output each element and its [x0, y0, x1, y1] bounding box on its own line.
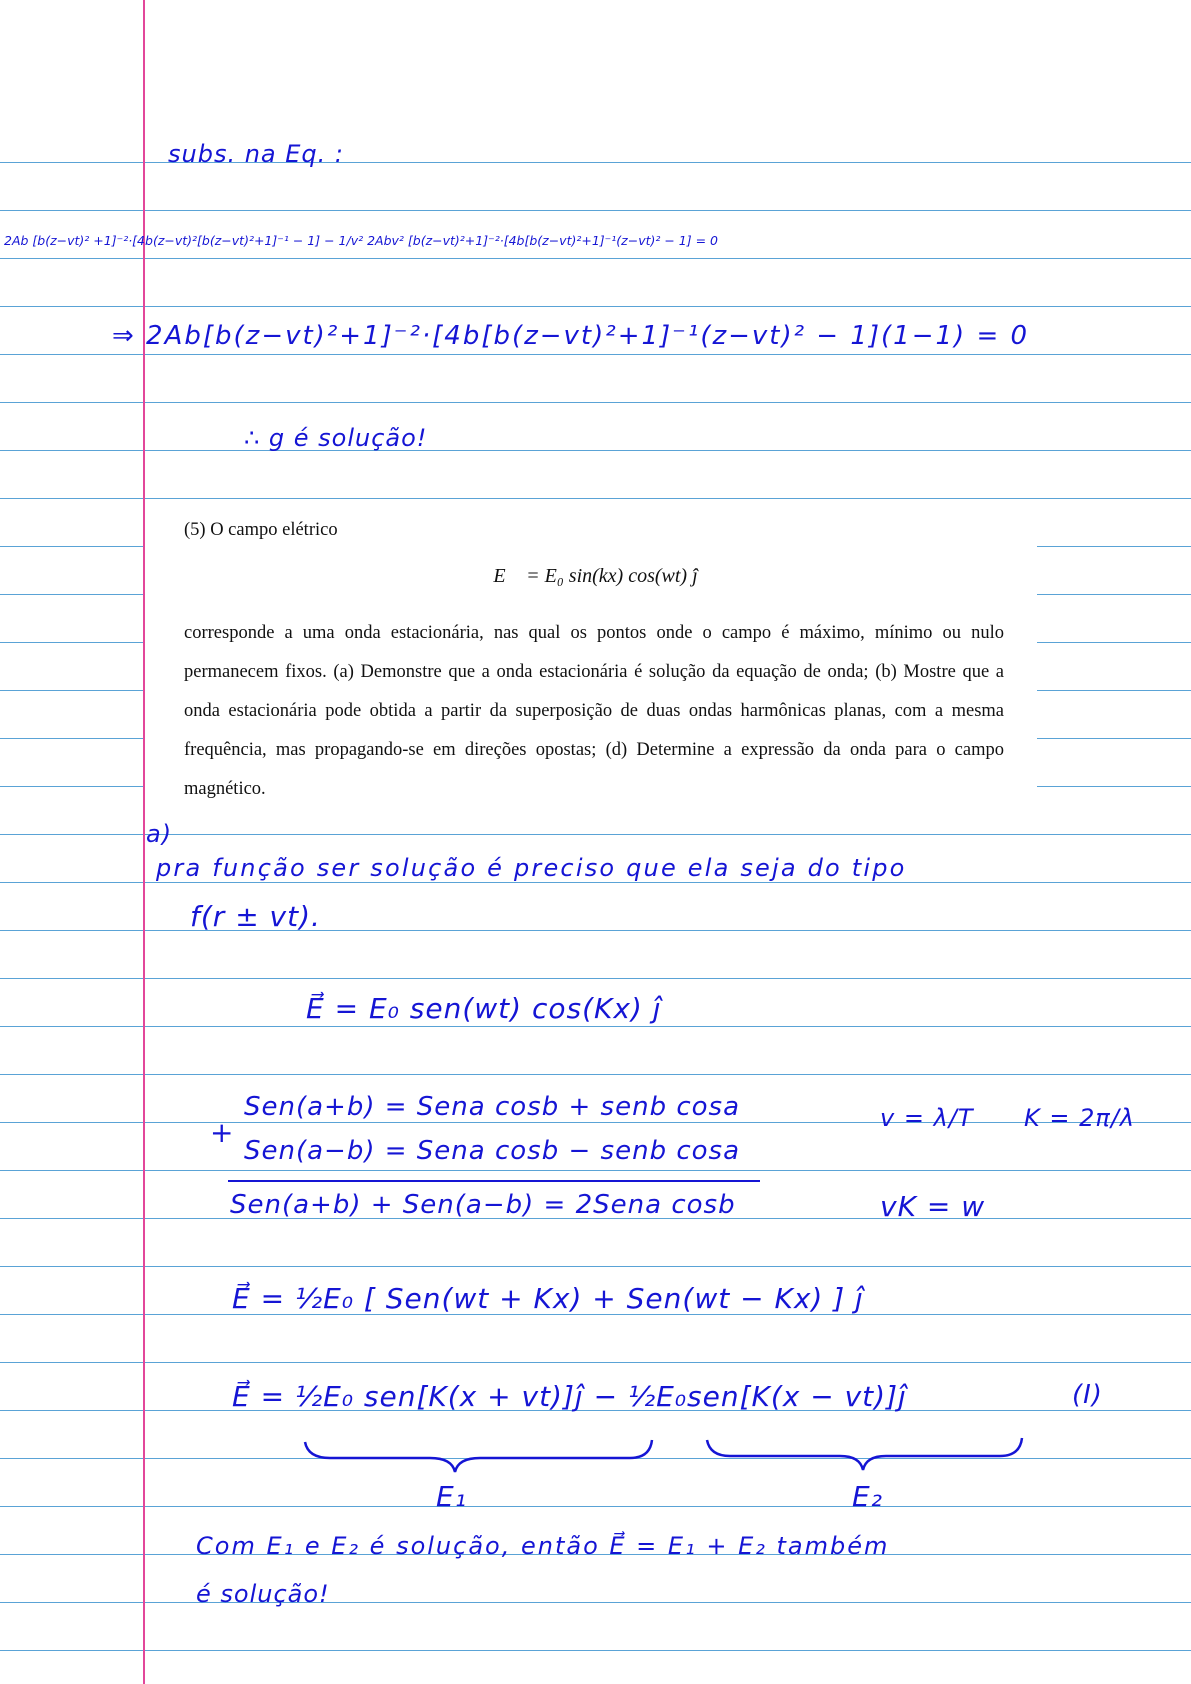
label-e2: E₂ — [852, 1480, 883, 1513]
identity-1: Sen(a+b) = Sena cosb + senb cosa — [244, 1092, 741, 1122]
split-field: E⃗ = ½E₀ sen[K(x + vt)]ĵ − ½E₀sen[K(x − vt)]ĵ — [232, 1380, 907, 1413]
long-equation: 2Ab [b(z−vt)² +1]⁻²·[4b(z−vt)²[b(z−vt)²+1]⁻¹ − 1] − 1/v² 2Abv² [b(z−vt)²+1]⁻²·[4b[b(z−vt)²+1]⁻¹(z−vt)² − 1] = 0 — [4, 233, 719, 248]
field-eq-handwritten: E⃗ = E₀ sen(wt) cos(Kx) ĵ — [306, 992, 662, 1025]
problem-heading: (5) O campo elétrico — [184, 520, 338, 540]
k-relation: K = 2π/λ — [1024, 1104, 1136, 1132]
expanded-field: E⃗ = ½E₀ [ Sen(wt + Kx) + Sen(wt − Kx) ] ĵ — [232, 1282, 864, 1315]
v-relation: v = λ/T — [880, 1104, 974, 1132]
problem-paragraph: corresponde a uma onda estacionária, nas qual os pontos onde o campo é máximo, mínimo ou nulo permanecem fixos. (a) Demonstre que a onda estacionária é solução da equação de onda; (b) Mostre que a onda estacionária pode obtida a partir da superposição de duas ondas harmônicas planas, com a mesma frequência, mas propagando-se em direções opostas; (d) Determine a expressão da onda para o campo magnético. — [184, 623, 1004, 799]
final-line-2: é solução! — [196, 1580, 330, 1608]
label-e1: E₁ — [436, 1480, 467, 1513]
identity-sum: Sen(a+b) + Sen(a−b) = 2Sena cosb — [230, 1190, 736, 1220]
field-equation: E⃗ = E₀ sin(kx) cos(wt) ĵ — [493, 565, 698, 587]
plus-sign: + — [210, 1116, 235, 1149]
implies-line: ⇒ 2Ab[b(z−vt)²+1]⁻²·[4b[b(z−vt)²+1]⁻¹(z−vt)² − 1](1−1) = 0 — [112, 321, 1030, 351]
solution-line-1: pra função ser solução é preciso que ela seja do tipo — [156, 854, 907, 882]
part-a-label: a) — [146, 820, 173, 848]
solution-line-2: f(r ± vt). — [190, 900, 321, 933]
identity-2: Sen(a−b) = Sena cosb − senb cosa — [244, 1136, 741, 1166]
subs-line: subs. na Eq. : — [168, 140, 344, 168]
conclusion-line: ∴ g é solução! — [244, 424, 428, 452]
equation-tag: (I) — [1072, 1380, 1103, 1410]
vk-relation: vK = w — [880, 1190, 986, 1223]
final-line-1: Com E₁ e E₂ é solução, então E⃗ = E₁ + E₂ também — [196, 1532, 890, 1560]
